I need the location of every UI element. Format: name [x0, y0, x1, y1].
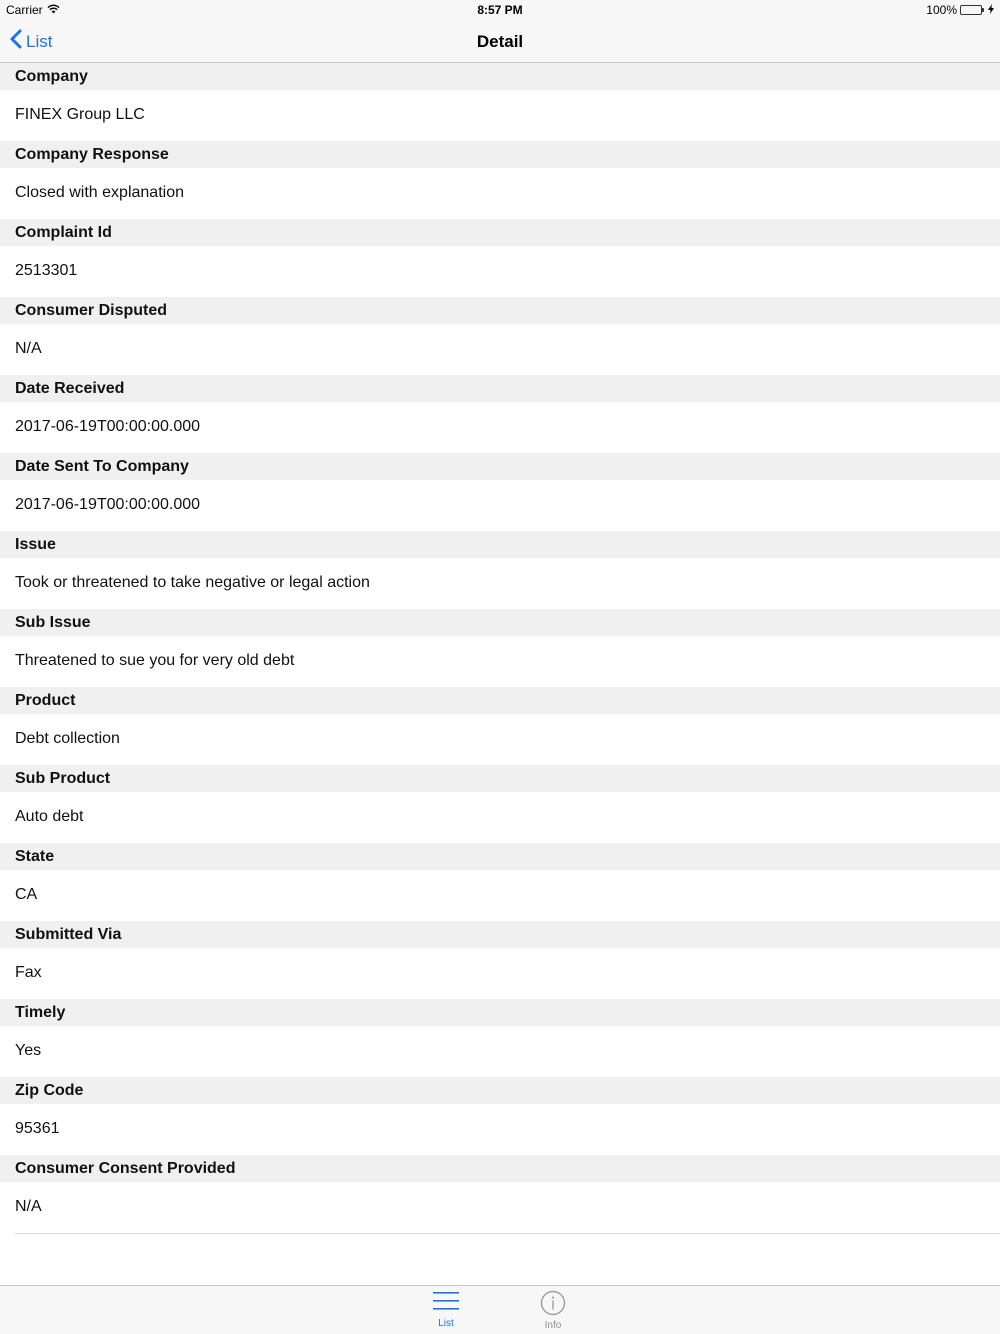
section-value-consumer-consent-provided[interactable]: N/A: [0, 1182, 1000, 1233]
list-divider: [15, 1233, 1000, 1234]
info-icon: [540, 1290, 566, 1319]
navigation-bar: [0, 20, 1000, 63]
section-header-date-sent-to-company: Date Sent To Company: [0, 453, 1000, 480]
section-header-company-response: Company Response: [0, 141, 1000, 168]
section-value-sub-issue[interactable]: Threatened to sue you for very old debt: [0, 636, 1000, 687]
section-header-product: Product: [0, 687, 1000, 714]
battery-percent: 100%: [926, 3, 957, 17]
section-header-timely: Timely: [0, 999, 1000, 1026]
tab-bar: [0, 1285, 1000, 1334]
section-value-complaint-id[interactable]: 2513301: [0, 246, 1000, 297]
section-header-sub-product: Sub Product: [0, 765, 1000, 792]
detail-list: [0, 63, 1000, 1233]
charging-icon: [988, 3, 994, 17]
section-header-issue: Issue: [0, 531, 1000, 558]
tab-list-label: List: [438, 1318, 454, 1329]
page-title: Detail: [476, 32, 524, 51]
battery-icon: [960, 5, 982, 15]
section-value-consumer-disputed[interactable]: N/A: [0, 324, 1000, 375]
section-value-state[interactable]: CA: [0, 870, 1000, 921]
section-header-submitted-via: Submitted Via: [0, 921, 1000, 948]
section-value-company-response[interactable]: Closed with explanation: [0, 168, 1000, 219]
battery-status: [926, 3, 994, 17]
tab-info-label: Info: [544, 1320, 562, 1331]
section-header-zip-code: Zip Code: [0, 1077, 1000, 1104]
tab-list[interactable]: [416, 1290, 476, 1329]
section-header-complaint-id: Complaint Id: [0, 219, 1000, 246]
carrier-label: Carrier: [6, 3, 43, 17]
section-header-company: Company: [0, 63, 1000, 90]
section-value-sub-product[interactable]: Auto debt: [0, 792, 1000, 843]
status-time: 8:57 PM: [477, 3, 523, 17]
section-header-state: State: [0, 843, 1000, 870]
section-value-issue[interactable]: Took or threatened to take negative or legal action: [0, 558, 1000, 609]
section-value-timely[interactable]: Yes: [0, 1026, 1000, 1077]
back-button-label: List: [26, 31, 53, 51]
section-header-date-received: Date Received: [0, 375, 1000, 402]
list-icon: [432, 1290, 460, 1315]
section-value-zip-code[interactable]: 95361: [0, 1104, 1000, 1155]
section-value-submitted-via[interactable]: Fax: [0, 948, 1000, 999]
section-value-date-sent-to-company[interactable]: 2017-06-19T00:00:00.000: [0, 480, 1000, 531]
section-header-consumer-disputed: Consumer Disputed: [0, 297, 1000, 324]
section-value-date-received[interactable]: 2017-06-19T00:00:00.000: [0, 402, 1000, 453]
status-bar: [0, 0, 1000, 20]
section-value-company[interactable]: FINEX Group LLC: [0, 90, 1000, 141]
section-header-sub-issue: Sub Issue: [0, 609, 1000, 636]
section-value-product[interactable]: Debt collection: [0, 714, 1000, 765]
tab-info[interactable]: [523, 1290, 583, 1331]
section-header-consumer-consent-provided: Consumer Consent Provided: [0, 1155, 1000, 1182]
